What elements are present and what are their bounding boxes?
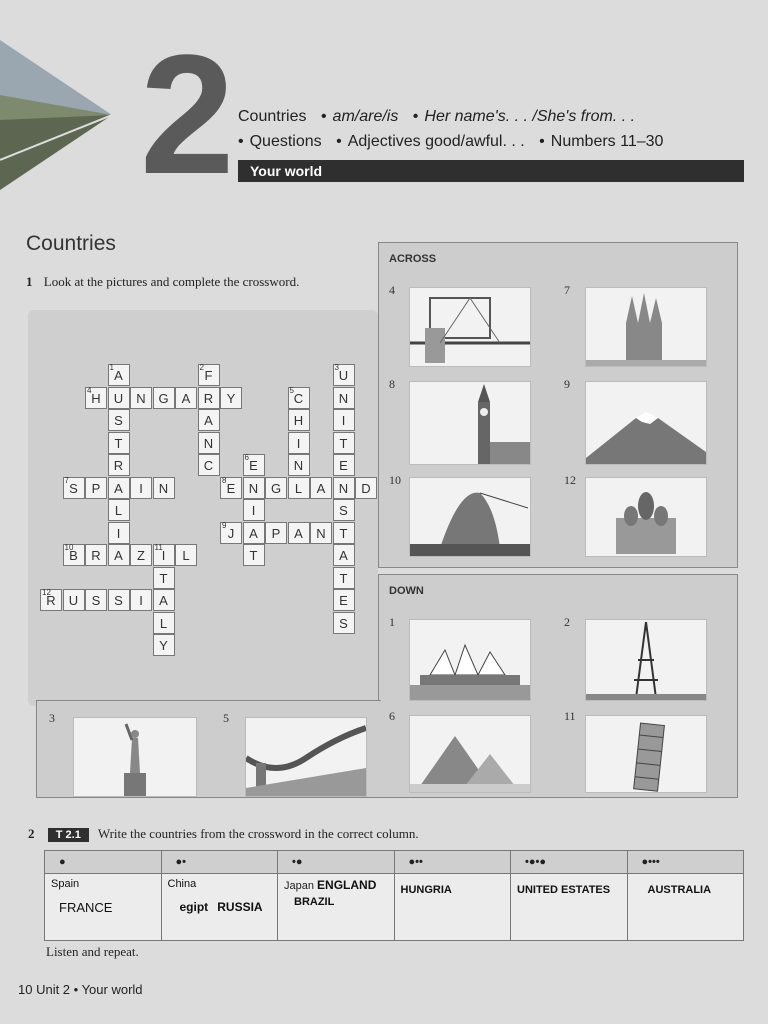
crossword-cell[interactable] (288, 522, 310, 544)
crossword-cell[interactable] (175, 544, 197, 566)
clue-number: 11 (154, 543, 163, 552)
crossword-cell[interactable] (153, 567, 175, 589)
crossword-letter: G (158, 390, 169, 406)
crossword-cell[interactable] (108, 432, 130, 454)
clue-number: 11 (564, 709, 576, 723)
crossword-letter: E (339, 458, 348, 473)
leaning-tower-picture (585, 715, 707, 793)
crossword-cell[interactable] (108, 364, 130, 386)
crossword-cell[interactable] (153, 612, 175, 634)
crossword-letter: L (159, 615, 168, 631)
crossword-letter: A (114, 368, 123, 383)
crossword-letter: H (293, 413, 304, 428)
crossword-letter: T (339, 525, 348, 541)
crossword-cell[interactable] (108, 589, 130, 611)
crossword-cell[interactable] (175, 387, 197, 409)
crossword-cell[interactable] (243, 499, 265, 521)
clue-number: 10 (64, 543, 74, 552)
crossword-letter: T (114, 435, 123, 451)
great-wall-picture (245, 717, 367, 797)
answer: HUNGRIA (400, 884, 452, 896)
crossword-cell[interactable] (333, 409, 355, 431)
crossword-letter: Y (226, 390, 236, 406)
crossword-letter: R (203, 390, 214, 406)
topic: am/are/is (332, 108, 399, 125)
crossword-letter: A (339, 548, 348, 563)
crossword-cell[interactable] (198, 387, 220, 409)
cathedral-picture (585, 287, 707, 367)
crossword-letter: C (293, 390, 304, 406)
crossword-letter: A (204, 413, 213, 428)
topic: Countries (238, 108, 307, 125)
answer: BRAZIL (294, 896, 335, 908)
crossword-letter: T (339, 570, 348, 586)
crossword-cell[interactable] (310, 522, 332, 544)
crossword-letter: S (339, 615, 348, 631)
crossword-cell[interactable] (153, 589, 175, 611)
listen-instruction: Listen and repeat. (46, 944, 139, 959)
crossword-cell[interactable] (243, 544, 265, 566)
clue-number: 2 (564, 615, 570, 629)
crossword-letter: N (338, 480, 349, 496)
down-panel (378, 574, 738, 798)
stress-pattern-header: •● (278, 851, 395, 874)
crossword-cell[interactable] (108, 477, 130, 499)
answer: egipt (179, 900, 209, 914)
clue-number: 6 (244, 453, 249, 462)
clue-number: 2 (199, 363, 204, 372)
crossword-cell[interactable] (333, 589, 355, 611)
crossword-letter: T (339, 435, 348, 451)
crossword-cell[interactable] (288, 432, 310, 454)
stress-pattern-header: ● (45, 851, 162, 874)
unit-header-photo (0, 40, 112, 190)
crossword-cell[interactable] (333, 454, 355, 476)
crossword-letter: S (114, 413, 123, 428)
crossword-cell[interactable] (153, 544, 175, 566)
crossword-cell[interactable] (130, 544, 152, 566)
crossword-letter: I (139, 480, 143, 496)
bridge-picture (409, 287, 531, 367)
table-cell[interactable] (511, 874, 628, 941)
topic: Questions (249, 133, 322, 150)
crossword-letter: N (158, 480, 169, 496)
crossword-cell[interactable] (198, 432, 220, 454)
crossword-cell[interactable] (63, 589, 85, 611)
crossword-letter: C (203, 458, 214, 473)
crossword-letter: A (181, 390, 191, 406)
crossword-letter: I (341, 413, 346, 428)
table-cell[interactable] (394, 874, 511, 941)
clue-number: 8 (222, 475, 227, 485)
down-label: DOWN (389, 585, 424, 597)
page-footer: 10 Unit 2 • Your world (18, 982, 143, 997)
crossword-cell[interactable] (220, 522, 242, 544)
unit-number: 2 (140, 20, 235, 210)
st-basils-picture (585, 477, 707, 557)
crossword-cell[interactable] (288, 454, 310, 476)
crossword-letter: B (69, 548, 78, 563)
crossword-letter: Z (137, 548, 145, 563)
sugarloaf-picture (409, 477, 531, 557)
across-panel (378, 242, 738, 568)
answer: Japan (284, 880, 314, 892)
table-cell[interactable] (627, 874, 744, 941)
crossword-cell[interactable] (130, 387, 152, 409)
crossword-letter: T (159, 570, 168, 586)
crossword-letter: P (91, 480, 101, 496)
exercise-number: 2 (28, 826, 35, 841)
crossword-letter: A (249, 525, 258, 541)
crossword-cell[interactable] (130, 477, 152, 499)
crossword-letter: I (116, 525, 121, 541)
answer: China (167, 878, 197, 890)
crossword-cell[interactable] (288, 477, 310, 499)
answer: Spain (51, 878, 80, 890)
answer: AUSTRALIA (647, 884, 712, 896)
sydney-opera-house-picture (409, 619, 531, 701)
crossword-letter: J (227, 525, 235, 541)
crossword-letter: S (69, 480, 78, 496)
clue-number: 8 (389, 377, 395, 391)
exercise-number: 1 (26, 274, 33, 289)
clue-number: 4 (87, 385, 92, 395)
topic: Adjectives good/awful. . . (347, 133, 525, 150)
crossword-cell[interactable] (85, 544, 107, 566)
crossword-cell[interactable] (333, 544, 355, 566)
crossword-cell[interactable] (130, 589, 152, 611)
unit-topics (238, 104, 663, 154)
table-header-row (45, 851, 744, 874)
crossword-letter: E (249, 458, 258, 473)
crossword-cell[interactable] (108, 544, 130, 566)
crossword-letter: Y (159, 638, 168, 653)
crossword-cell[interactable] (220, 387, 242, 409)
crossword-cell[interactable] (310, 477, 332, 499)
crossword-letter: U (68, 593, 79, 608)
crossword-letter: I (161, 548, 166, 563)
crossword-cell[interactable] (265, 477, 287, 499)
crossword-letter: R (113, 458, 124, 473)
clue-number: 7 (64, 475, 69, 485)
crossword-letter: L (182, 548, 190, 563)
topic: Her name's. . . /She's from. . . (424, 108, 636, 125)
crossword-cell[interactable] (333, 364, 355, 386)
crossword-letter: N (248, 480, 259, 496)
crossword-letter: N (338, 390, 349, 406)
crossword-letter: E (339, 593, 348, 608)
crossword-letter: S (114, 593, 123, 608)
crossword-letter: L (114, 503, 123, 518)
clue-number: 5 (223, 711, 229, 725)
pyramids-picture (409, 715, 531, 793)
crossword-grid (40, 364, 380, 664)
crossword-letter: A (159, 593, 168, 608)
crossword-cell[interactable] (153, 477, 175, 499)
crossword-cell[interactable] (243, 477, 265, 499)
clue-number: 3 (334, 363, 339, 372)
crossword-letter: S (339, 503, 348, 518)
crossword-letter: N (203, 435, 214, 451)
crossword-cell[interactable] (63, 477, 85, 499)
eiffel-tower-picture (585, 619, 707, 701)
clue-number: 4 (389, 283, 395, 297)
crossword-letter: D (361, 480, 371, 496)
crossword-cell[interactable] (243, 522, 265, 544)
stress-pattern-header: ●••• (627, 851, 744, 874)
crossword-letter: I (251, 503, 256, 518)
answer: ENGLAND (317, 878, 377, 892)
crossword-cell[interactable] (85, 477, 107, 499)
unit-title-banner: Your world (238, 160, 744, 182)
crossword-cell[interactable] (198, 409, 220, 431)
crossword-cell[interactable] (333, 432, 355, 454)
clue-number: 10 (389, 473, 401, 487)
crossword-letter: N (316, 525, 326, 541)
section-title: Countries (26, 232, 116, 255)
topics-line-2: • Questions • Adjectives good/awful. . . • Numbers 11–30 (238, 133, 664, 150)
crossword-cell[interactable] (198, 364, 220, 386)
answer: FRANCE (59, 900, 113, 915)
clue-number: 6 (389, 709, 395, 723)
crossword-letter: U (113, 390, 124, 406)
crossword-letter: N (293, 458, 304, 473)
crossword-cell[interactable] (355, 477, 377, 499)
stress-pattern-header: ●• (161, 851, 278, 874)
clue-number: 3 (49, 711, 55, 725)
clue-number: 12 (42, 588, 51, 597)
crossword-letter: L (294, 480, 303, 496)
crossword-letter: A (114, 480, 123, 496)
crossword-letter: I (139, 593, 143, 608)
crossword-letter: S (91, 593, 101, 608)
big-ben-picture (409, 381, 531, 465)
crossword-cell[interactable] (333, 499, 355, 521)
clue-number: 7 (564, 283, 570, 297)
crossword-cell[interactable] (220, 477, 242, 499)
exercise-instruction: Look at the pictures and complete the crossword. (43, 274, 300, 289)
crossword-letter: R (46, 593, 56, 608)
crossword-cell[interactable] (153, 634, 175, 656)
clue-number: 9 (564, 377, 570, 391)
exercise-2 (28, 826, 419, 842)
crossword-letter: P (271, 525, 281, 541)
exercise-1 (26, 274, 299, 290)
table-cell[interactable] (45, 874, 162, 941)
exercise-instruction: Write the countries from the crossword in the correct column. (97, 826, 419, 841)
answer: UNITED ESTATES (517, 884, 611, 896)
crossword-letter: H (91, 390, 101, 406)
crossword-letter: N (136, 390, 146, 406)
crossword-letter: I (296, 435, 301, 451)
crossword-cell[interactable] (108, 387, 130, 409)
crossword-cell[interactable] (40, 589, 62, 611)
crossword-letter: A (316, 480, 326, 496)
table-row (45, 874, 744, 941)
crossword-cell[interactable] (85, 387, 107, 409)
crossword-letter: E (226, 480, 236, 496)
stress-pattern-header: •●•● (511, 851, 628, 874)
crossword-cell[interactable] (288, 409, 310, 431)
crossword-cell[interactable] (333, 522, 355, 544)
crossword-cell[interactable] (108, 409, 130, 431)
across-label: ACROSS (389, 253, 437, 265)
crossword-cell[interactable] (265, 522, 287, 544)
clue-number: 5 (289, 385, 294, 395)
audio-track-badge[interactable]: T 2.1 (48, 828, 89, 842)
down-panel-extension (36, 700, 381, 798)
topics-line-1: Countries • am/are/is • Her name's. . . /She's from. . . (238, 108, 636, 125)
crossword-letter: R (91, 548, 101, 563)
stress-pattern-header: ●•• (394, 851, 511, 874)
crossword-cell[interactable] (243, 454, 265, 476)
crossword-letter: F (204, 368, 213, 383)
crossword-cell[interactable] (108, 522, 130, 544)
crossword-cell[interactable] (153, 387, 175, 409)
topic: Numbers 11–30 (550, 133, 664, 150)
clue-number: 1 (389, 615, 395, 629)
clue-number: 1 (109, 363, 114, 372)
mount-fuji-picture (585, 381, 707, 465)
stress-pattern-table (44, 850, 744, 941)
crossword-letter: G (270, 480, 282, 496)
statue-of-liberty-picture (73, 717, 197, 797)
table-cell[interactable] (278, 874, 395, 941)
crossword-cell[interactable] (198, 454, 220, 476)
clue-number: 9 (222, 520, 227, 530)
crossword-cell[interactable] (108, 454, 130, 476)
crossword-cell[interactable] (333, 387, 355, 409)
table-cell[interactable] (161, 874, 278, 941)
crossword-cell[interactable] (333, 612, 355, 634)
crossword-cell[interactable] (288, 387, 310, 409)
crossword-letter: U (338, 368, 349, 383)
crossword-cell[interactable] (85, 589, 107, 611)
crossword-letter: T (249, 548, 258, 563)
crossword-letter: A (114, 548, 123, 563)
crossword-cell[interactable] (333, 477, 355, 499)
crossword-cell[interactable] (108, 499, 130, 521)
crossword-letter: A (294, 525, 303, 541)
crossword-cell[interactable] (63, 544, 85, 566)
answer: RUSSIA (217, 900, 263, 914)
crossword-cell[interactable] (333, 567, 355, 589)
clue-number: 12 (564, 473, 576, 487)
